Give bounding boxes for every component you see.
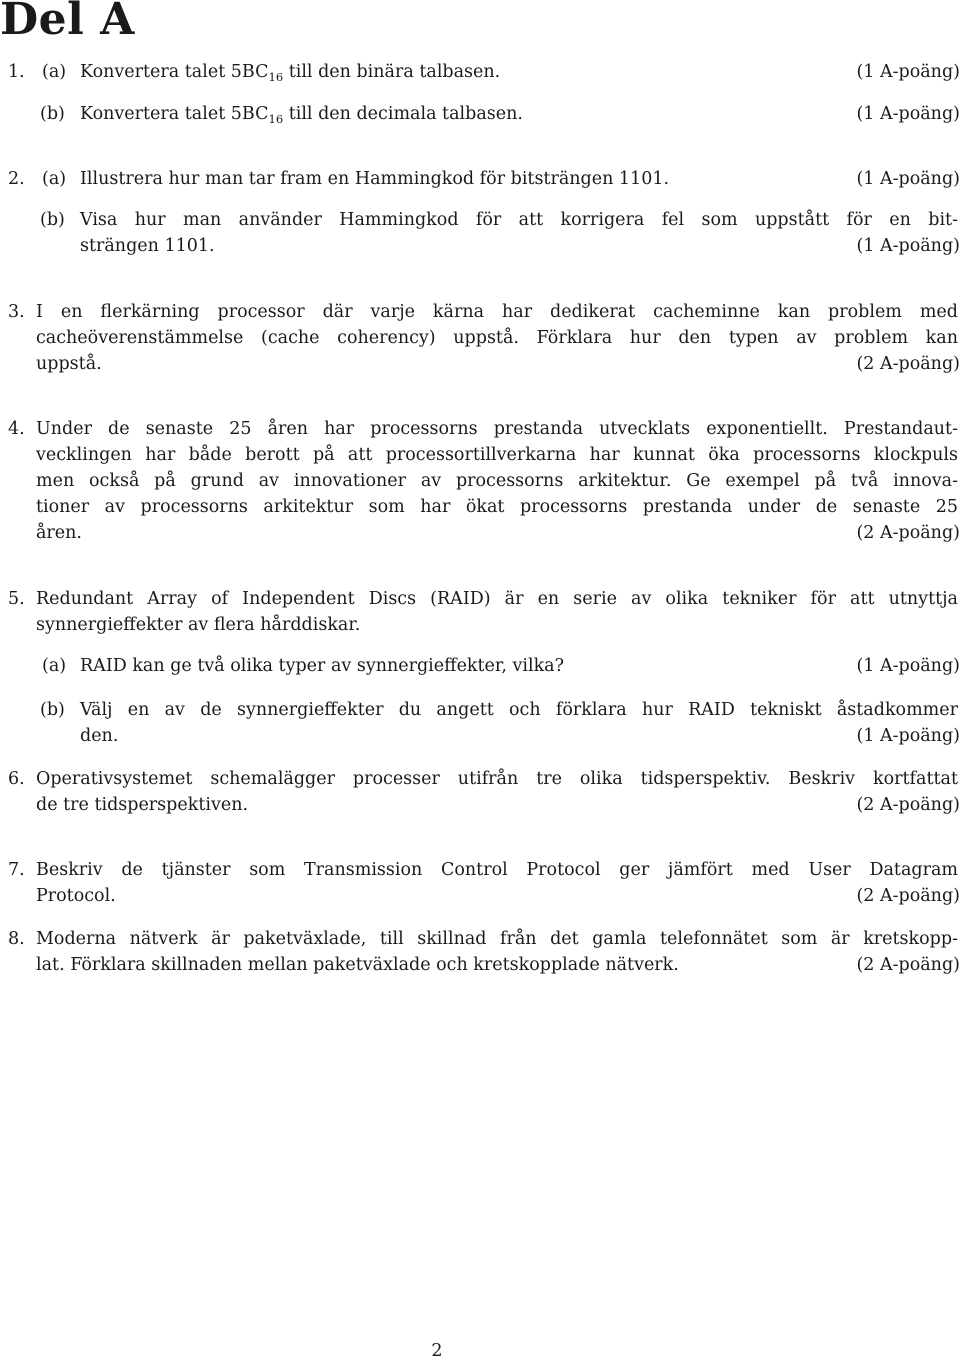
q2b-text-line2: strängen 1101.	[80, 236, 215, 256]
q5a-label: (a)	[42, 656, 67, 676]
q2-number: 2.	[8, 169, 25, 189]
q4-number: 4.	[8, 419, 25, 439]
q1a-label: (a)	[42, 62, 67, 82]
q6-text-line1: Operativsystemet schemalägger processer utifrån tre olika tidsperspektiv. Beskriv kortfattat	[36, 769, 958, 789]
q3-number: 3.	[8, 302, 25, 322]
section-title: Del A	[0, 0, 135, 45]
q5a-points: (1 A-poäng)	[856, 656, 960, 676]
q6-points: (2 A-poäng)	[856, 795, 960, 815]
q3-text-line3: uppstå.	[36, 354, 102, 374]
q1a-subscript: 16	[268, 70, 284, 84]
q4-text-line1: Under de senaste 25 åren har processorns prestanda utvecklats exponentiellt. Prestandaut-	[36, 419, 958, 439]
q4-text-line3: men också på grund av innovationer av processorns arkitektur. Ge exempel på två innova-	[36, 471, 958, 491]
q1b-label: (b)	[40, 104, 65, 124]
q3-text-line2: cacheöverenstämmelse (cache coherency) uppstå. Förklara hur den typen av problem kan	[36, 328, 958, 348]
page-number: 2	[431, 1341, 443, 1361]
q1-number: 1.	[8, 62, 25, 82]
q4-text-line5: åren.	[36, 523, 82, 543]
q2b-text-line1: Visa hur man använder Hammingkod för att korrigera fel som uppstått för en bit-	[80, 210, 958, 230]
q5b-points: (1 A-poäng)	[856, 726, 960, 746]
q5-text-line1: Redundant Array of Independent Discs (RAID) är en serie av olika tekniker för att utnyttja	[36, 589, 958, 609]
q5b-text-line1: Välj en av de synnergieffekter du angett och förklara hur RAID tekniskt åstadkommer	[80, 700, 958, 720]
q8-points: (2 A-poäng)	[856, 955, 960, 975]
q4-points: (2 A-poäng)	[856, 523, 960, 543]
q1a-points: (1 A-poäng)	[856, 62, 960, 82]
q2a-text: Illustrera hur man tar fram en Hammingkod för bitsträngen 1101.	[80, 169, 670, 189]
q2a-points: (1 A-poäng)	[856, 169, 960, 189]
q1b-text: Konvertera talet $5BC_{16}$ till den decimala talbasen.	[80, 104, 523, 126]
q3-text-line1: I en flerkärning processor där varje kärna har dedikerat cacheminne kan problem med	[36, 302, 958, 322]
q8-text-line2: lat. Förklara skillnaden mellan paketväxlade och kretskopplade nätverk.	[36, 955, 679, 975]
q7-text-line1: Beskriv de tjänster som Transmission Control Protocol ger jämfört med User Datagram	[36, 860, 958, 880]
q5a-text: RAID kan ge två olika typer av synnergieffekter, vilka?	[80, 656, 564, 676]
q2a-label: (a)	[42, 169, 67, 189]
q4-text-line2: vecklingen har både berott på att processortillverkarna har kunnat öka processorns klockpuls	[36, 445, 958, 465]
q8-number: 8.	[8, 929, 25, 949]
q6-number: 6.	[8, 769, 25, 789]
q5b-text-line2: den.	[80, 726, 119, 746]
q7-text-line2: Protocol.	[36, 886, 116, 906]
q1b-subscript: 16	[268, 112, 284, 126]
q6-text-line2: de tre tidsperspektiven.	[36, 795, 249, 815]
q5b-label: (b)	[40, 700, 65, 720]
q2b-label: (b)	[40, 210, 65, 230]
q7-number: 7.	[8, 860, 25, 880]
q5-number: 5.	[8, 589, 25, 609]
q3-points: (2 A-poäng)	[856, 354, 960, 374]
q1b-points: (1 A-poäng)	[856, 104, 960, 124]
q1a-text: Konvertera talet $5BC_{16}$ till den binära talbasen.	[80, 62, 501, 84]
q7-points: (2 A-poäng)	[856, 886, 960, 906]
q4-text-line4: tioner av processorns arkitektur som har ökat processorns prestanda under de senaste 25	[36, 497, 958, 517]
q2b-points: (1 A-poäng)	[856, 236, 960, 256]
q8-text-line1: Moderna nätverk är paketväxlade, till skillnad från det gamla telefonnätet som är kretskopp-	[36, 929, 958, 949]
q5-text-line2: synnergieffekter av flera hårddiskar.	[36, 615, 361, 635]
